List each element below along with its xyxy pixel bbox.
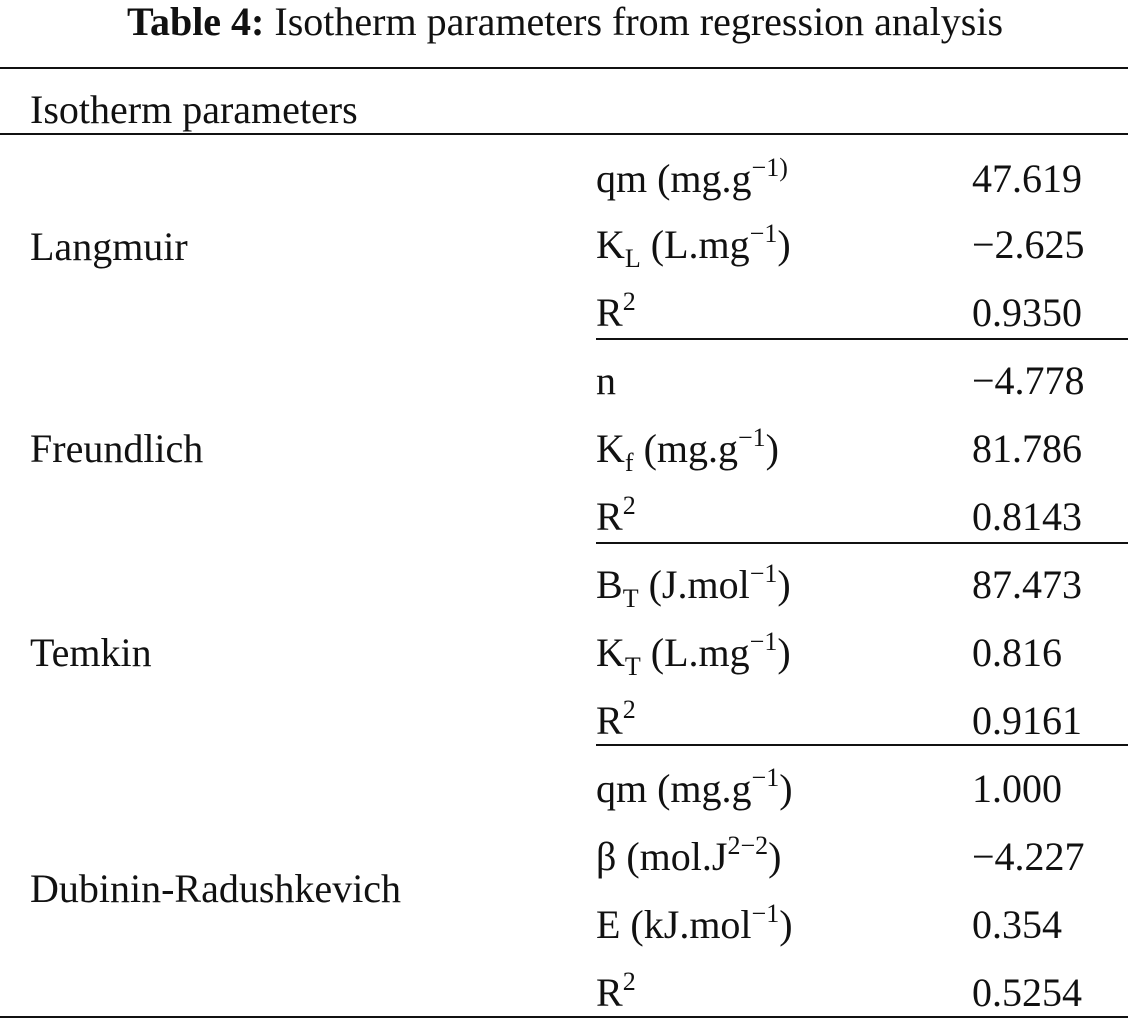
parameter-value: 0.816 — [972, 630, 1062, 675]
parameter-symbol: R — [596, 970, 623, 1015]
isotherm-model-name: Dubinin-Radushkevich — [30, 866, 402, 911]
parameter-symbol: n — [596, 358, 616, 403]
parameter-value: −4.227 — [972, 834, 1085, 879]
parameter-symbol: K — [596, 630, 625, 675]
parameter-subscript: T — [624, 652, 641, 681]
parameter-name — [596, 358, 616, 404]
parameter-symbol: K — [596, 222, 625, 267]
parameter-name — [596, 423, 779, 477]
header-rule — [0, 133, 1128, 135]
parameter-subscript: f — [624, 448, 634, 477]
parameter-value: −4.778 — [972, 358, 1085, 403]
group-separator-rule — [596, 744, 1128, 746]
bottom-rule — [0, 1016, 1128, 1018]
parameter-value: 81.786 — [972, 426, 1082, 471]
parameter-symbol: R — [596, 698, 623, 743]
parameter-value: 0.9350 — [972, 290, 1082, 335]
parameter-superscript: 2 — [622, 287, 636, 316]
group-separator-rule — [596, 542, 1128, 544]
parameter-symbol: B — [596, 562, 623, 607]
parameter-value: 0.8143 — [972, 494, 1082, 539]
parameter-superscript: 2 — [727, 831, 741, 860]
parameter-value: 0.354 — [972, 902, 1062, 947]
parameter-superscript: −1 — [738, 423, 766, 452]
parameter-name — [596, 967, 636, 1016]
parameter-superscript: −1 — [751, 899, 780, 928]
parameter-unit-close: ) — [777, 630, 791, 675]
parameter-unit-close: ) — [777, 222, 791, 267]
parameter-subscript: L — [624, 244, 641, 273]
isotherm-model-name: Langmuir — [30, 224, 188, 269]
parameter-value: 87.473 — [972, 562, 1082, 607]
parameter-subscript: T — [622, 584, 639, 613]
group-separator-rule — [596, 338, 1128, 340]
parameter-name — [596, 831, 782, 880]
parameter-name — [596, 219, 791, 273]
parameter-name — [596, 899, 793, 948]
header-isotherm-parameters: Isotherm parameters — [30, 87, 358, 132]
isotherm-model-name: Freundlich — [30, 426, 204, 471]
parameter-unit: .J — [701, 834, 728, 879]
parameter-name — [596, 559, 791, 613]
top-rule — [0, 67, 1128, 69]
parameter-superscript: −1 — [749, 559, 778, 588]
parameter-symbol: qm (mg.g — [596, 766, 752, 811]
parameter-superscript: −1 — [749, 219, 778, 248]
parameter-superscript: −2 — [740, 831, 769, 860]
parameter-unit-close: ) — [777, 562, 791, 607]
parameter-unit-close: ) — [779, 766, 793, 811]
parameter-symbol: qm (mg.g — [596, 156, 752, 201]
parameter-superscript: −1) — [751, 153, 788, 182]
caption-text: Isotherm parameters from regression analysis — [274, 0, 1004, 44]
parameter-value: −2.625 — [972, 222, 1085, 267]
parameter-symbol: E (kJ.mol — [596, 902, 752, 947]
parameter-unit: (J.mol — [638, 562, 750, 607]
parameter-symbol: R — [596, 494, 623, 539]
parameter-name — [596, 287, 636, 336]
parameter-name — [596, 763, 793, 812]
parameter-name — [596, 695, 636, 744]
parameter-superscript: 2 — [622, 695, 636, 724]
parameter-name — [596, 627, 791, 681]
parameter-symbol: β (mol — [596, 834, 702, 879]
parameter-unit: (mg.g — [633, 426, 738, 471]
isotherm-model-name: Temkin — [30, 630, 152, 675]
parameter-name — [596, 491, 636, 540]
parameter-name — [596, 153, 788, 202]
parameter-value: 47.619 — [972, 156, 1082, 201]
caption-label: Table 4: — [126, 0, 265, 44]
parameter-value: 0.5254 — [972, 970, 1082, 1015]
parameter-superscript: 2 — [622, 967, 636, 996]
parameter-unit: (L.mg — [640, 222, 750, 267]
parameter-unit: (L.mg — [640, 630, 750, 675]
parameter-value: 1.000 — [972, 766, 1062, 811]
parameter-superscript: −1 — [751, 763, 780, 792]
parameter-unit-close: ) — [768, 834, 782, 879]
parameter-superscript: 2 — [622, 491, 636, 520]
parameter-unit-close: ) — [779, 902, 793, 947]
parameter-value: 0.9161 — [972, 698, 1082, 743]
parameter-symbol: K — [596, 426, 625, 471]
parameter-unit-close: ) — [765, 426, 779, 471]
table-caption — [0, 0, 1130, 44]
parameter-superscript: −1 — [749, 627, 778, 656]
parameter-symbol: R — [596, 290, 623, 335]
